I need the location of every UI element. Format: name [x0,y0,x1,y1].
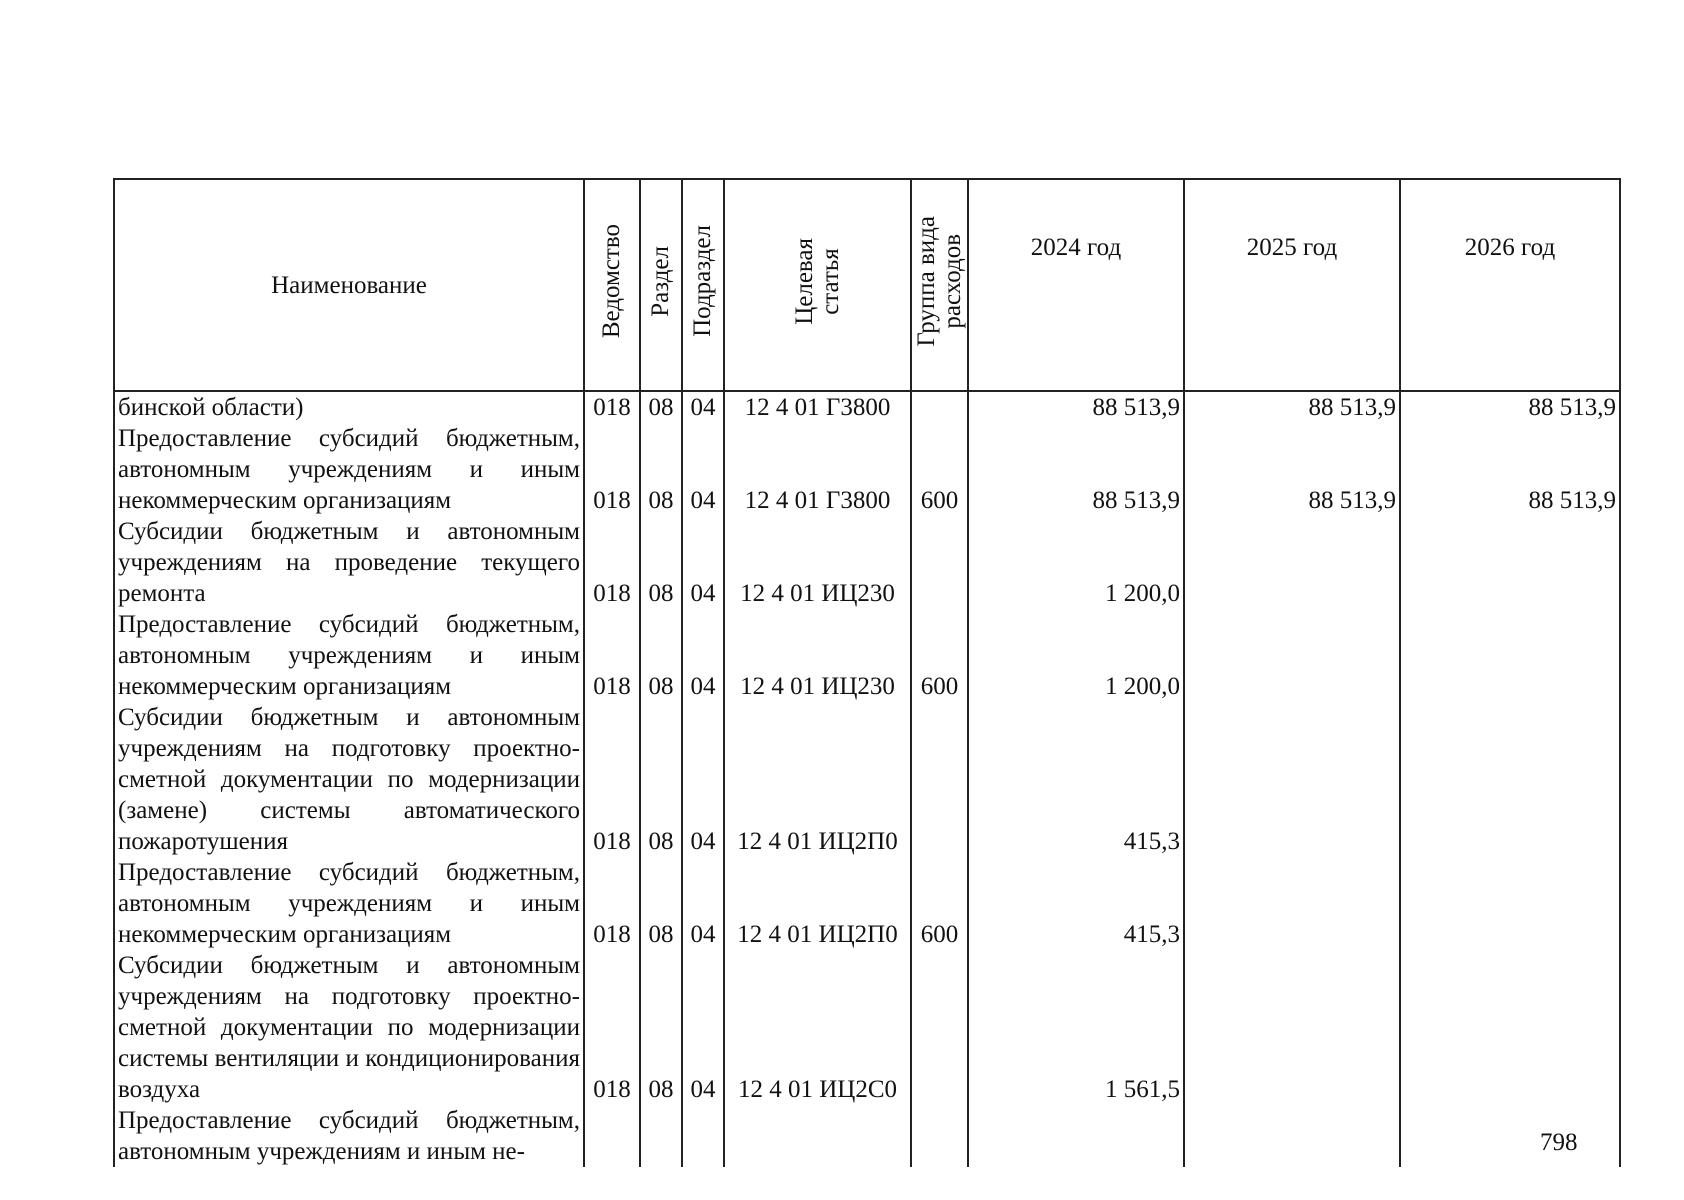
header-gruppa-vida-rashodov: Группа вида расходов [911,179,968,391]
row-value-2024: 1 200,0 [968,609,1184,702]
table-row [114,702,1620,857]
row-razdel: 08 [640,516,682,609]
row-podrazdel: 04 [682,950,724,1105]
row-value-2026 [1400,702,1620,857]
row-gruppa [911,516,968,609]
row-value-2026 [1400,950,1620,1105]
row-name: бинской области) [114,391,584,423]
row-name: Предоставление субсидий бюджетным, автономным учреждениям и иным некоммерческим организациям [114,423,584,516]
row-value-2025 [1184,950,1400,1105]
row-value-2024: 415,3 [968,857,1184,950]
table-row [114,423,1620,516]
header-year-2025: 2025 год [1184,179,1400,391]
row-razdel: 08 [640,391,682,423]
header-celevaya-statya: Целевая статья [724,179,911,391]
row-value-2026 [1400,1105,1620,1167]
header-razdel: Раздел [640,179,682,391]
row-gruppa: 600 [911,857,968,950]
row-gruppa [911,391,968,423]
row-value-2024: 415,3 [968,702,1184,857]
row-podrazdel: 04 [682,609,724,702]
row-celevaya-statya: 12 4 01 Г3800 [724,391,911,423]
row-value-2026: 88 513,9 [1400,423,1620,516]
table-row [114,950,1620,1105]
header-name: Наименование [114,179,584,391]
row-celevaya-statya: 12 4 01 ИЦ230 [724,516,911,609]
row-value-2025 [1184,516,1400,609]
row-gruppa [911,702,968,857]
table-body [114,391,1620,1167]
row-value-2026 [1400,857,1620,950]
row-razdel [640,1105,682,1167]
row-razdel: 08 [640,609,682,702]
row-podrazdel: 04 [682,857,724,950]
row-value-2025: 88 513,9 [1184,423,1400,516]
row-celevaya-statya: 12 4 01 ИЦ2П0 [724,857,911,950]
row-celevaya-statya: 12 4 01 ИЦ2П0 [724,702,911,857]
table-row [114,1105,1620,1167]
row-value-2024: 1 561,5 [968,950,1184,1105]
row-razdel: 08 [640,950,682,1105]
row-vedomstvo: 018 [584,609,640,702]
row-podrazdel: 04 [682,702,724,857]
row-vedomstvo [584,1105,640,1167]
row-value-2025 [1184,702,1400,857]
row-value-2026 [1400,516,1620,609]
row-razdel: 08 [640,702,682,857]
row-vedomstvo: 018 [584,702,640,857]
table-row [114,857,1620,950]
row-gruppa: 600 [911,423,968,516]
row-value-2024 [968,1105,1184,1167]
row-name: Субсидии бюджетным и автономным учреждениям на подготовку проектно-сметной документации по модернизации (замене) системы автоматического пожаротушения [114,702,584,857]
table-header [114,179,1620,391]
row-value-2026: 88 513,9 [1400,391,1620,423]
page-number: 798 [1540,1129,1578,1156]
table-row [114,609,1620,702]
row-razdel: 08 [640,423,682,516]
table-row [114,391,1620,423]
row-name: Субсидии бюджетным и автономным учреждениям на проведение текущего ремонта [114,516,584,609]
row-name: Предоставление субсидий бюджетным, автономным учреждениям и иным не- [114,1105,584,1167]
row-name: Предоставление субсидий бюджетным, автономным учреждениям и иным некоммерческим организациям [114,857,584,950]
row-value-2025: 88 513,9 [1184,391,1400,423]
row-podrazdel: 04 [682,516,724,609]
row-podrazdel: 04 [682,423,724,516]
budget-table [113,178,1621,1167]
row-celevaya-statya: 12 4 01 Г3800 [724,423,911,516]
header-year-2024: 2024 год [968,179,1184,391]
row-vedomstvo: 018 [584,950,640,1105]
row-gruppa [911,1105,968,1167]
row-value-2024: 88 513,9 [968,391,1184,423]
row-value-2025 [1184,609,1400,702]
row-podrazdel [682,1105,724,1167]
row-gruppa [911,950,968,1105]
row-value-2024: 1 200,0 [968,516,1184,609]
row-name: Предоставление субсидий бюджетным, автономным учреждениям и иным некоммерческим организациям [114,609,584,702]
row-value-2024: 88 513,9 [968,423,1184,516]
row-celevaya-statya [724,1105,911,1167]
row-vedomstvo: 018 [584,391,640,423]
header-vedomstvo: Ведомство [584,179,640,391]
row-celevaya-statya: 12 4 01 ИЦ2С0 [724,950,911,1105]
row-value-2025 [1184,1105,1400,1167]
row-gruppa: 600 [911,609,968,702]
row-name: Субсидии бюджетным и автономным учреждениям на подготовку проектно-сметной документации по модернизации системы вентиляции и кондиционирования воздуха [114,950,584,1105]
row-razdel: 08 [640,857,682,950]
row-vedomstvo: 018 [584,516,640,609]
row-value-2026 [1400,609,1620,702]
header-podrazdel: Подраздел [682,179,724,391]
header-year-2026: 2026 год [1400,179,1620,391]
row-podrazdel: 04 [682,391,724,423]
row-value-2025 [1184,857,1400,950]
row-vedomstvo: 018 [584,857,640,950]
table-row [114,516,1620,609]
row-celevaya-statya: 12 4 01 ИЦ230 [724,609,911,702]
row-vedomstvo: 018 [584,423,640,516]
